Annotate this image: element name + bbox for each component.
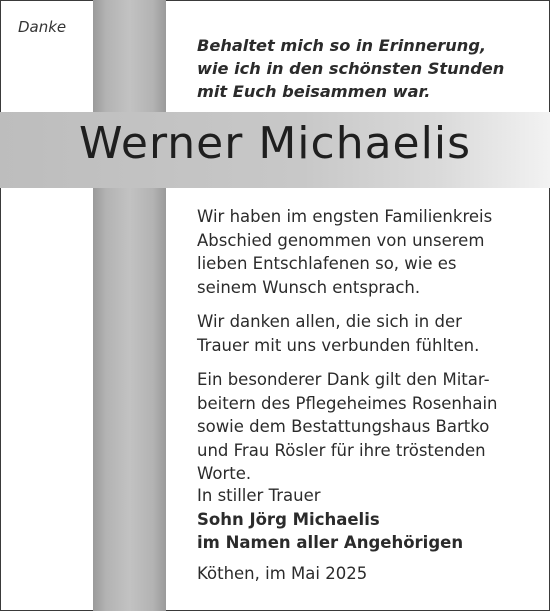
text-line: Trauer mit uns verbunden fühlten. xyxy=(197,335,480,355)
signature-block xyxy=(197,484,463,555)
text-line: Ein besonderer Dank gilt den Mitar- xyxy=(197,370,490,389)
text-line: Wir danken allen, die sich in der xyxy=(197,312,462,331)
text-line: beitern des Pflegeheimes Rosenhain xyxy=(197,393,498,413)
quote-line: Behaltet mich so in Erinnerung, xyxy=(197,36,487,55)
place-date: Köthen, im Mai 2025 xyxy=(197,564,368,583)
text-line: seinem Wunsch entsprach. xyxy=(197,277,421,297)
text-line: Abschied genommen von unserem xyxy=(197,230,485,250)
deceased-name: Werner Michaelis xyxy=(78,118,472,169)
text-line: lieben Entschlafenen so, wie es xyxy=(197,254,457,273)
text-line: Worte. xyxy=(197,464,252,483)
paragraph-thanks xyxy=(197,310,498,357)
text-line: und Frau Rösler für ihre tröstenden xyxy=(197,440,486,460)
quote-line: mit Euch beisammen war. xyxy=(197,82,431,101)
paragraph-special-thanks xyxy=(197,368,498,486)
cross-vertical-beam xyxy=(93,0,166,611)
signature-family: im Namen aller Angehörigen xyxy=(197,533,464,552)
memorial-quote xyxy=(197,34,504,103)
signature-intro: In stiller Trauer xyxy=(197,486,321,505)
notice-body xyxy=(197,205,498,497)
signature-name: Sohn Jörg Michaelis xyxy=(197,509,380,529)
paragraph-farewell xyxy=(197,205,498,299)
text-line: Wir haben im engsten Familienkreis xyxy=(197,207,493,226)
quote-line: wie ich in den schönsten Stunden xyxy=(197,59,505,78)
notice-category-label: Danke xyxy=(18,18,67,36)
text-line: sowie dem Bestattungshaus Bartko xyxy=(197,417,490,436)
